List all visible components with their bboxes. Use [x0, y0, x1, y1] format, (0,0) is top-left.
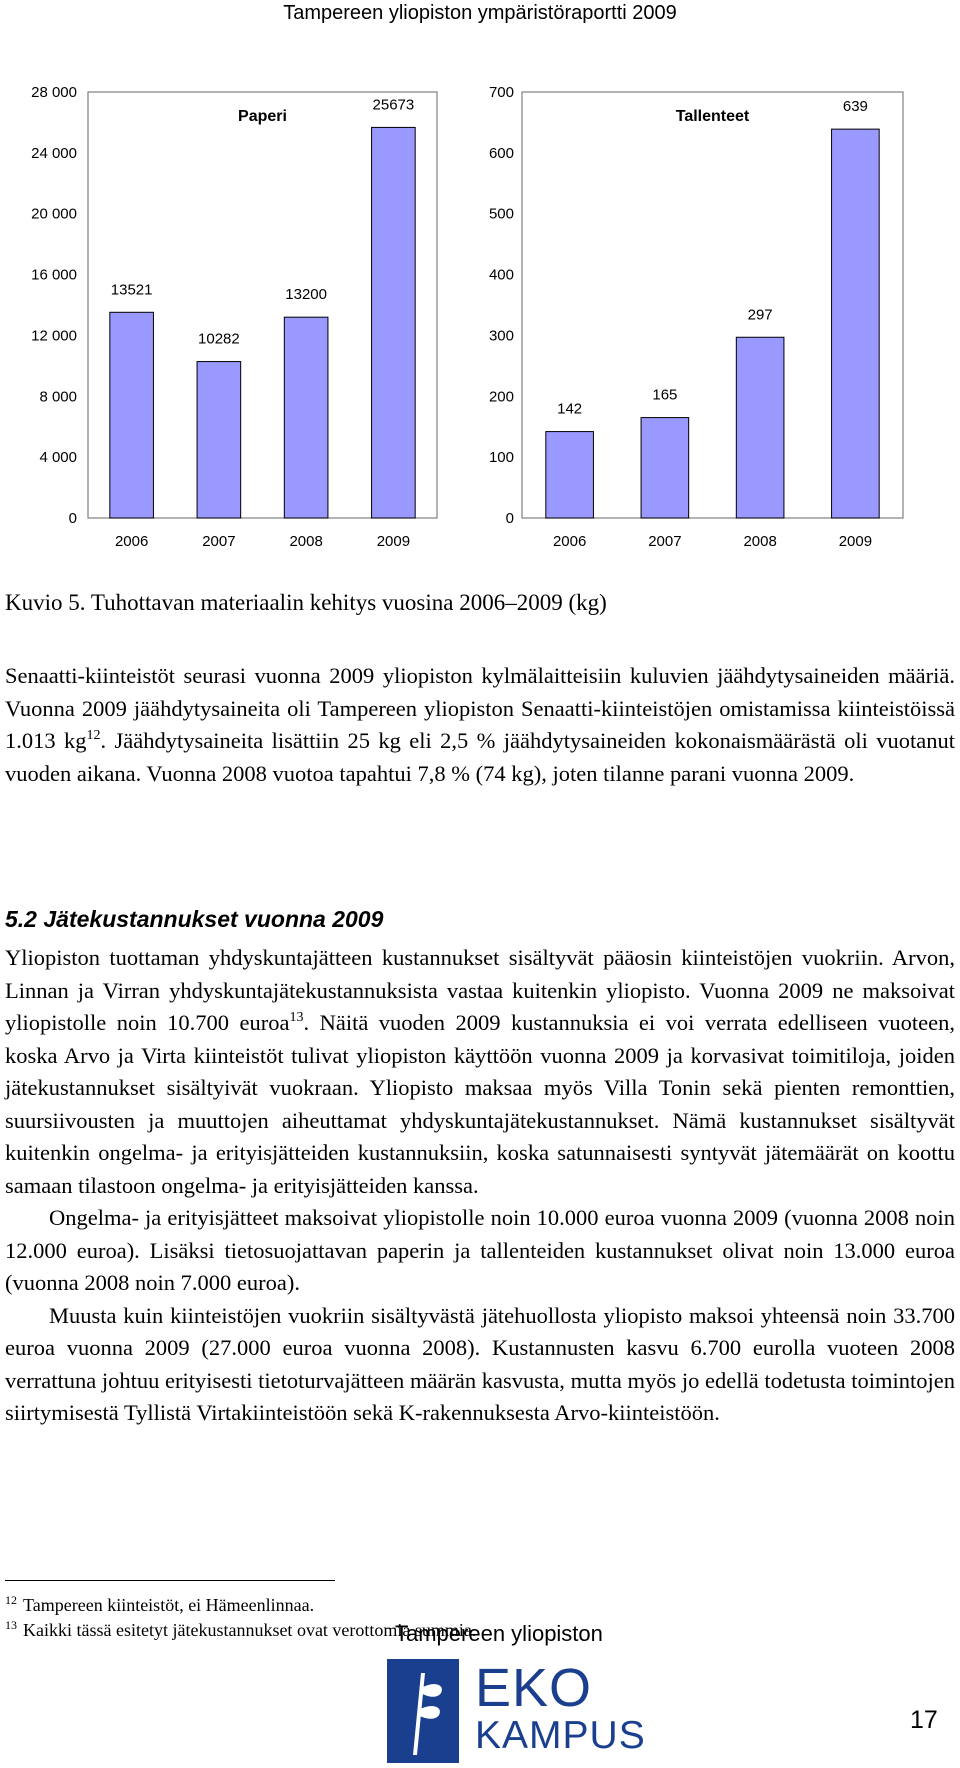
- y-tick-label: 400: [488, 266, 514, 284]
- x-tick-label: 2009: [838, 533, 873, 550]
- bar: [546, 432, 594, 518]
- y-tick-label: 0: [505, 510, 514, 527]
- paragraph-waste-costs: [5, 942, 955, 1430]
- data-label: 13200: [285, 286, 327, 304]
- chart-title: Tallenteet: [675, 108, 750, 125]
- bar: [736, 337, 784, 518]
- footnote-text: Tampereen kiinteistöt, ei Hämeenlinnaa.: [23, 1595, 315, 1615]
- figure-caption: Kuvio 5. Tuhottavan materiaalin kehitys vuosina 2006–2009 (kg): [5, 590, 607, 615]
- tallenteet-bar-chart: [470, 85, 910, 565]
- data-label: 297: [747, 306, 773, 324]
- x-tick-label: 2006: [114, 533, 149, 550]
- footnote-divider: [5, 1580, 335, 1581]
- data-label: 639: [842, 98, 868, 116]
- page-header: Tampereen yliopiston ympäristöraportti 2009: [283, 2, 677, 24]
- ekokampus-logo-icon: [387, 1659, 459, 1768]
- logo-university-name: Tampereen yliopiston: [395, 1621, 603, 1646]
- paragraph-text: Yliopiston tuottaman yhdyskuntajätteen kustannukset sisältyvät pääosin kiinteistöjen vuokriin. Arvon, Linnan ja Virran yhdyskuntajätekustannuksista vastaa kuitenkin yliopisto. Vuonna 2009 ne maksoivat yliopistolle noin 10.700 euroa: [5, 945, 955, 1035]
- page-number: 17: [910, 1706, 938, 1734]
- paragraph-text: . Näitä vuoden 2009 kustannuksia ei voi verrata edelliseen vuoteen, koska Arvo ja Virta kiinteistöt tulivat yliopiston käyttöön vuonna 2009 ja korvasivat toimitiloja, joiden jätekustannukset sisältyivät vuokraan. Yliopisto maksaa myös Villa Tonin sekä pienten remonttien, suursiivousten ja muuttojen aiheuttamat yhdyskuntajätekustannukset. Nämä kustannukset sisältyvät kuitenkin ongelma- ja erityisjätteiden kustannuksiin, koska satunnaisesti syntyvät jätemäärät on koottu samaan tilastoon ongelma- ja erityisjätteiden kanssa.: [5, 1010, 955, 1198]
- footnote-number: 13: [5, 1618, 17, 1632]
- y-tick-label: 300: [488, 327, 514, 345]
- y-tick-label: 28 000: [31, 84, 77, 101]
- bar: [641, 418, 689, 518]
- footnote-ref-13: 13: [289, 1010, 304, 1025]
- y-tick-label: 16 000: [31, 266, 77, 284]
- bar: [197, 362, 241, 518]
- chart-svg: [0, 85, 440, 565]
- paragraph-refrigerants: [5, 660, 955, 790]
- y-tick-label: 12 000: [31, 327, 77, 345]
- y-tick-label: 24 000: [31, 144, 77, 162]
- paragraph-text: Senaatti-kiinteistöt seurasi vuonna 2009 yliopiston kylmälaitteisiin kuluvien jäähdytysaineiden määriä. Vuonna 2009 jäähdytysaineita oli Tampereen yliopiston Senaatti-kiinteistöjen omistamissa kiinteistöissä 1.013 kg: [5, 663, 955, 753]
- footnote-number: 12: [5, 1593, 17, 1607]
- chart-svg: [470, 85, 910, 565]
- x-tick-label: 2009: [376, 533, 411, 550]
- bar: [284, 317, 328, 518]
- logo-eko: EKO: [475, 1658, 593, 1718]
- y-tick-label: 4 000: [39, 449, 77, 467]
- logo-kampus: KAMPUS: [475, 1714, 646, 1757]
- y-tick-label: 20 000: [31, 205, 77, 223]
- y-tick-label: 200: [488, 388, 514, 406]
- x-tick-label: 2007: [202, 533, 236, 550]
- paragraph-text: . Jäähdytysaineita lisättiin 25 kg eli 2,5 % jäähdytysaineiden kokonaismäärästä oli vuotanut vuoden aikana. Vuonna 2008 vuotoa tapahtui 7,8 % (74 kg), joten tilanne parani vuonna 2009.: [5, 728, 956, 786]
- data-label: 13521: [110, 281, 153, 299]
- x-tick-label: 2008: [289, 533, 323, 550]
- chart-title: Paperi: [238, 108, 287, 125]
- paragraph-total-costs: Muusta kuin kiinteistöjen vuokriin sisältyvästä jätehuollosta yliopisto maksoi yhteensä noin 33.700 euroa vuonna 2009 (27.000 euroa vuonna 2008). Kustannusten kasvu 6.700 eurolla vuoteen 2008 verrattuna johtuu erityisesti tietoturvajätteen määrän kasvusta, mutta myös jo edellä todetusta toimintojen siirtymisestä Tyllistä Virtakiinteistöön sekä K-rakennuksesta Arvo-kiinteistöön.: [5, 1302, 955, 1425]
- y-tick-label: 100: [488, 449, 514, 467]
- x-tick-label: 2007: [648, 533, 682, 550]
- bar: [372, 127, 416, 518]
- footnote-ref-12: 12: [86, 728, 101, 743]
- data-label: 165: [652, 386, 678, 404]
- footnote-12: [5, 1593, 314, 1616]
- x-tick-label: 2008: [743, 533, 777, 550]
- y-tick-label: 500: [488, 205, 514, 223]
- data-label: 10282: [198, 330, 240, 348]
- data-label: 25673: [372, 96, 415, 114]
- y-tick-label: 700: [488, 84, 514, 101]
- y-tick-label: 0: [68, 510, 77, 527]
- y-tick-label: 8 000: [39, 388, 77, 406]
- paragraph-hazardous-waste: Ongelma- ja erityisjätteet maksoivat yliopistolle noin 10.000 euroa vuonna 2009 (vuonna 2008 noin 12.000 euroa). Lisäksi tietosuojattavan paperin ja tallenteiden kustannukset olivat noin 13.000 euroa (vuonna 2008 noin 7.000 euroa).: [5, 1205, 955, 1295]
- x-tick-label: 2006: [552, 533, 587, 550]
- footnote-text: Kaikki tässä esitetyt jätekustannukset ovat verottomia summia.: [23, 1620, 477, 1640]
- y-tick-label: 600: [488, 144, 514, 162]
- section-heading: 5.2 Jätekustannukset vuonna 2009: [5, 906, 384, 932]
- paperi-bar-chart: [0, 85, 440, 565]
- bar: [832, 129, 880, 518]
- bar: [110, 312, 154, 518]
- data-label: 142: [557, 400, 583, 418]
